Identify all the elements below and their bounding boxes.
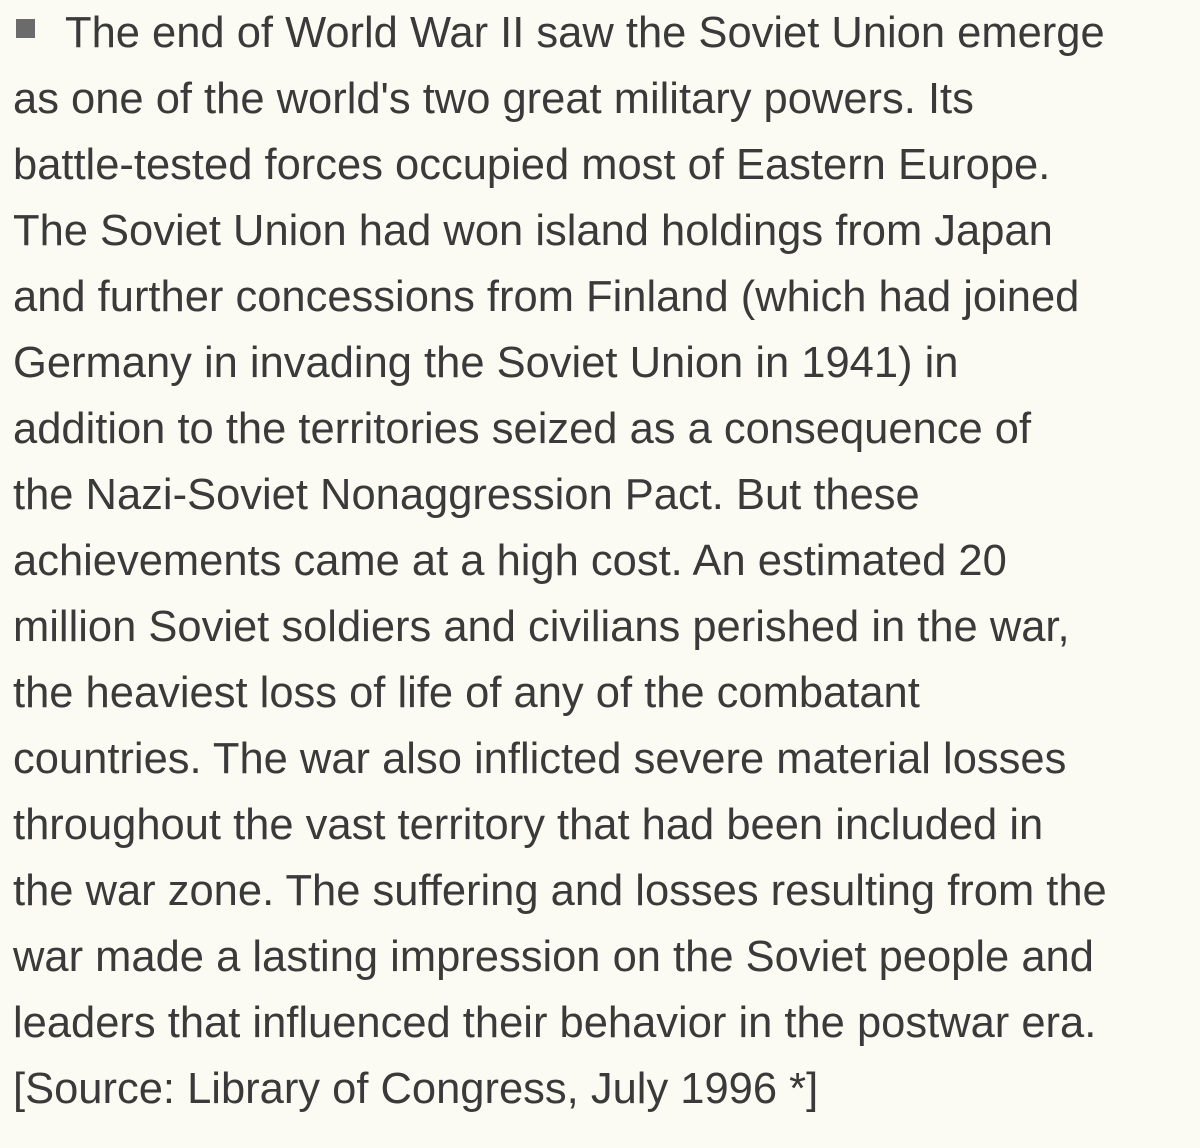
text-line: the war zone. The suffering and losses resulting from the [13,867,1107,915]
text-line: as one of the world's two great military powers. Its [13,75,974,123]
text-line-content: The end of World War II saw the Soviet Union emerge [65,9,1105,57]
text-line: war made a lasting impression on the Soviet people and [13,933,1094,981]
text-line: million Soviet soldiers and civilians perished in the war, [13,603,1070,651]
text-line: leaders that influenced their behavior in the postwar era. [13,999,1097,1047]
text-line: battle-tested forces occupied most of Eastern Europe. [13,141,1051,189]
text-line [13,0,1193,66]
text-line: throughout the vast territory that had been included in [13,801,1044,849]
source-citation: [Source: Library of Congress, July 1996 *] [13,1065,819,1113]
text-line: countries. The war also inflicted severe material losses [13,735,1067,783]
text-line: addition to the territories seized as a consequence of [13,405,1032,453]
text-line: The Soviet Union had won island holdings from Japan [13,207,1053,255]
square-bullet-icon [16,19,35,38]
text-line: Germany in invading the Soviet Union in 1941) in [13,339,959,387]
article-paragraph [13,0,1193,1122]
text-line: the heaviest loss of life of any of the combatant [13,669,920,717]
text-line: the Nazi-Soviet Nonaggression Pact. But these [13,471,920,519]
text-line: and further concessions from Finland (which had joined [13,273,1080,321]
text-line: achievements came at a high cost. An estimated 20 [13,537,1007,585]
